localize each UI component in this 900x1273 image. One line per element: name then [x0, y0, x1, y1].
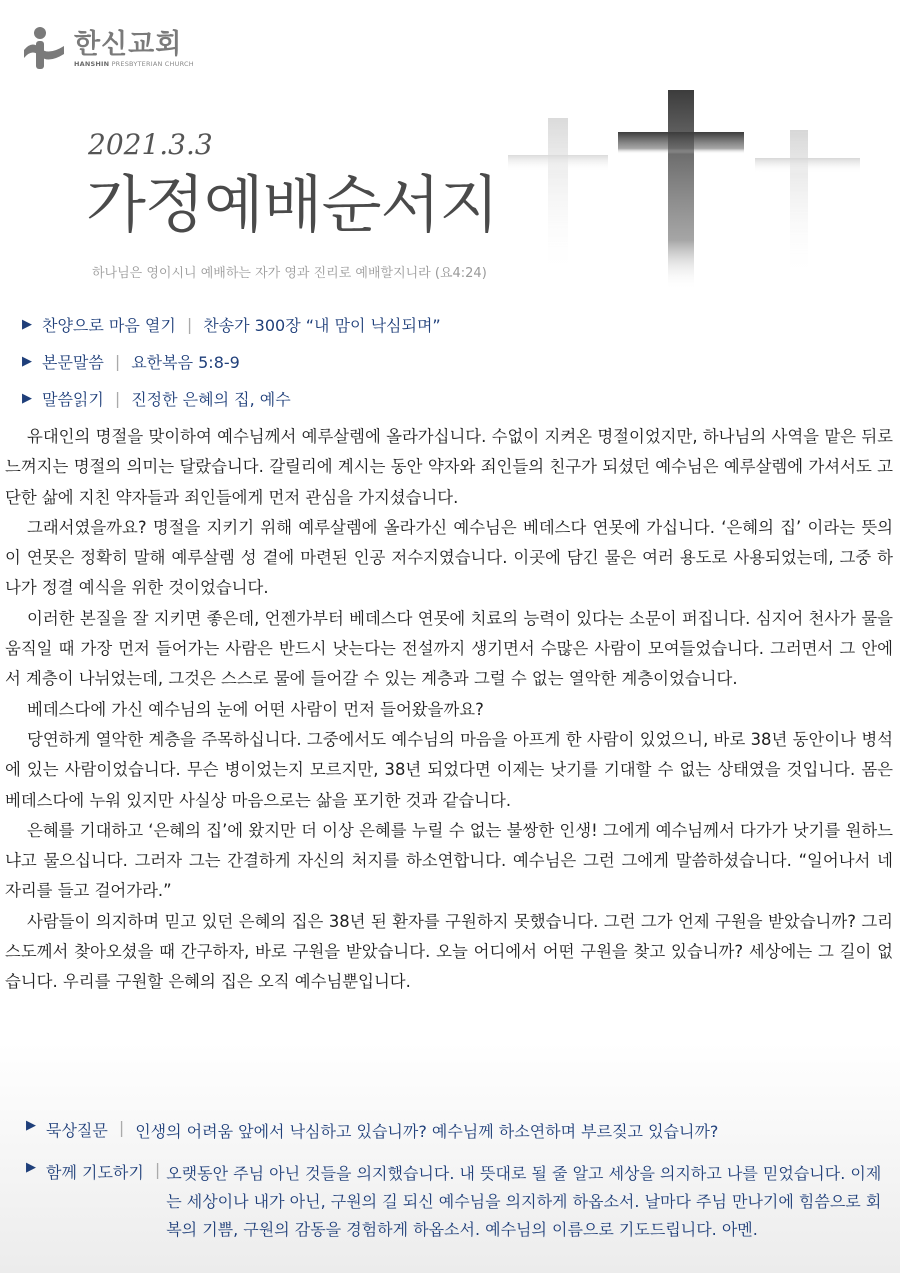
order-value: 진정한 은혜의 집, 예수	[131, 390, 291, 409]
triangle-right-icon: ▶	[22, 354, 32, 369]
logo-subtitle: HANSHIN PRESBYTERIAN CHURCH	[74, 60, 194, 68]
triangle-right-icon: ▶	[26, 1118, 36, 1133]
meditation-text: 인생의 어려움 앞에서 낙심하고 있습니까? 예수님께 하소연하며 부르짖고 있습니까?	[135, 1122, 719, 1141]
divider: |	[186, 315, 193, 334]
divider: |	[154, 1160, 161, 1179]
order-label: 찬양으로 마음 열기	[42, 316, 176, 335]
sermon-paragraph: 당연하게 열악한 계층을 주목하십니다. 그중에서도 예수님의 마음을 아프게 한 사람이 있었으니, 바로 38년 동안이나 병석에 있는 사람이었습니다. 무슨 병이었는지 모르지만, 38년 되었다면 이제는 낫기를 기대할 수 없는 상태였을 것입니다. 몸은 베데스다에 누워 있지만 사실상 마음으로는 삶을 포기한 것과 같습니다.	[5, 729, 893, 810]
sermon-paragraph: 이러한 본질을 잘 지키면 좋은데, 언젠가부터 베데스다 연못에 치료의 능력이 있다는 소문이 퍼집니다. 심지어 천사가 물을 움직일 때 가장 먼저 들어가는 사람은 반드시 낫는다는 전설까지 생기면서 수많은 사람이 모여들었습니다. 그러면서 그 안에서 계층이 나뉘었는데, 그것은 스스로 물에 들어갈 수 있는 계층과 그럴 수 없는 열악한 계층이었습니다.	[5, 608, 893, 689]
logo-name: 한신교회	[74, 29, 183, 60]
cross-right	[755, 130, 860, 280]
order-item	[22, 343, 441, 380]
church-logo-icon	[20, 26, 68, 72]
cross-center	[618, 90, 744, 290]
order-label: 말씀읽기	[42, 390, 104, 409]
service-date: 2021.3.3	[88, 128, 213, 161]
order-label: 본문말씀	[42, 353, 104, 372]
divider: |	[114, 389, 121, 408]
three-crosses	[490, 90, 900, 300]
order-item	[22, 306, 441, 343]
order-item	[22, 380, 441, 417]
prayer-section	[26, 1160, 886, 1244]
theme-verse: 하나님은 영이시니 예배하는 자가 영과 진리로 예배할지니라 (요4:24)	[92, 266, 487, 281]
triangle-right-icon: ▶	[22, 391, 32, 406]
cross-left	[508, 118, 608, 278]
sermon-paragraph: 베데스다에 가신 예수님의 눈에 어떤 사람이 먼저 들어왔을까요?	[27, 699, 484, 719]
prayer-text: 오랫동안 주님 아닌 것들을 의지했습니다. 내 뜻대로 될 줄 알고 세상을 의지하고 나를 믿었습니다. 이제는 세상이나 내가 아닌, 구원의 길 되신 예수님을 의지하게 하옵소서. 날마다 주님 만나기에 힘씀으로 회복의 기쁨, 구원의 감동을 경험하게 하옵소서. 예수님의 이름으로 기도드립니다. 아멘.	[166, 1164, 882, 1239]
worship-order	[22, 306, 441, 417]
prayer-label: 함께 기도하기	[46, 1163, 144, 1182]
page-title: 가정예배순서지	[86, 168, 499, 241]
triangle-right-icon: ▶	[26, 1160, 36, 1175]
meditation-question	[26, 1118, 718, 1146]
order-value: 요한복음 5:8-9	[131, 353, 240, 372]
sermon-paragraph: 그래서였을까요? 명절을 지키기 위해 예루살렘에 올라가신 예수님은 베데스다 연못에 가십니다. ‘은혜의 집’ 이라는 뜻의 이 연못은 정확히 말해 예루살렘 성 곁에 마련된 인공 저수지였습니다. 이곳에 담긴 물은 여러 용도로 사용되었는데, 그중 하나가 정결 예식을 위한 것이었습니다.	[5, 517, 893, 598]
meditation-label: 묵상질문	[46, 1121, 108, 1140]
divider: |	[118, 1118, 125, 1137]
order-value: 찬송가 300장 “내 맘이 낙심되며”	[203, 316, 441, 335]
sermon-text	[5, 422, 893, 998]
sermon-paragraph: 유대인의 명절을 맞이하여 예수님께서 예루살렘에 올라가십니다. 수없이 지켜온 명절이었지만, 하나님의 사역을 맡은 뒤로 느껴지는 명절의 의미는 달랐습니다. 갈릴리에 계시는 동안 약자와 죄인들의 친구가 되셨던 예수님은 예루살렘에 가셔서도 고단한 삶에 지친 약자들과 죄인들에게 먼저 관심을 가지셨습니다.	[5, 427, 893, 507]
sermon-paragraph: 사람들이 의지하며 믿고 있던 은혜의 집은 38년 된 환자를 구원하지 못했습니다. 그런 그가 언제 구원을 받았습니까? 그리스도께서 찾아오셨을 때 간구하자, 바로 구원을 받았습니다. 오늘 어디에서 어떤 구원을 찾고 있습니까? 세상에는 그 길이 없습니다. 우리를 구원할 은혜의 집은 오직 예수님뿐입니다.	[5, 911, 893, 992]
divider: |	[114, 352, 121, 371]
sermon-paragraph: 은혜를 기대하고 ‘은혜의 집’에 왔지만 더 이상 은혜를 누릴 수 없는 불쌍한 인생! 그에게 예수님께서 다가가 낫기를 원하느냐고 물으십니다. 그러자 그는 간결하게 자신의 처지를 하소연합니다. 예수님은 그런 그에게 말씀하셨습니다. “일어나서 네 자리를 들고 걸어가라.”	[5, 820, 893, 901]
triangle-right-icon: ▶	[22, 317, 32, 332]
church-logo[interactable]	[20, 26, 194, 72]
